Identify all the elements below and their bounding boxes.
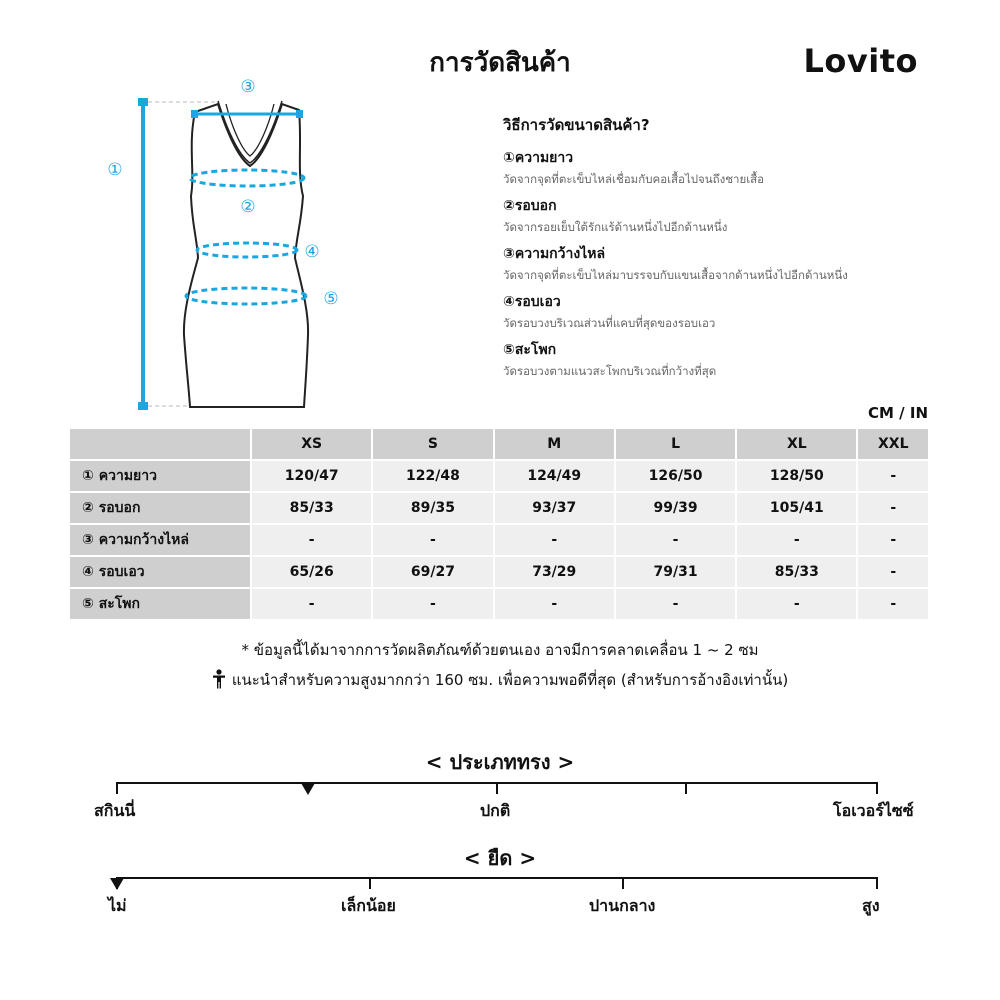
- row-label: ③ ความกว้างไหล่: [70, 525, 250, 555]
- table-cell: -: [858, 461, 928, 491]
- size-header: M: [495, 429, 614, 459]
- measure-item: [503, 291, 963, 333]
- table-cell: 99/39: [616, 493, 735, 523]
- label-length: ①: [107, 160, 123, 180]
- page-title: การวัดสินค้า: [429, 48, 571, 78]
- size-header: XXL: [858, 429, 928, 459]
- table-cell: 85/33: [737, 557, 856, 587]
- measure-item-name: ③ความกว้างไหล่: [503, 246, 606, 262]
- row-label: ① ความยาว: [70, 461, 250, 491]
- stretch-scale-marker: [110, 878, 124, 890]
- person-icon: [212, 669, 226, 693]
- measure-item-desc: วัดจากจุดที่ตะเข็บไหล่มาบรรจบกับแขนเสื้อจากด้านหนึ่งไปอีกด้านหนึ่ง: [503, 268, 848, 282]
- fit-scale-title: < ประเภททรง >: [425, 750, 575, 774]
- stretch-label-medium: ปานกลาง: [589, 896, 656, 915]
- fit-scale-tick: [876, 782, 878, 794]
- size-header: S: [373, 429, 492, 459]
- fit-scale-marker: [301, 783, 315, 795]
- stretch-label-none: ไม่: [108, 896, 127, 915]
- table-cell: 126/50: [616, 461, 735, 491]
- fit-scale-tick: [116, 782, 118, 794]
- measure-item-name: ⑤สะโพก: [503, 342, 557, 358]
- table-corner: [70, 429, 250, 459]
- measure-item-desc: วัดจากรอยเย็บใต้รักแร้ด้านหนึ่งไปอีกด้านหนึ่ง: [503, 220, 728, 234]
- table-cell: 89/35: [373, 493, 492, 523]
- table-header-row: [70, 429, 928, 459]
- fit-scale-tick: [685, 782, 687, 794]
- size-header: XS: [252, 429, 371, 459]
- measure-item: [503, 243, 963, 285]
- stretch-scale-tick: [622, 877, 624, 889]
- table-row: [70, 589, 928, 619]
- height-note-row: [0, 668, 1000, 693]
- row-label: ④ รอบเอว: [70, 557, 250, 587]
- table-cell: -: [858, 557, 928, 587]
- table-cell: 105/41: [737, 493, 856, 523]
- dress-diagram: [95, 70, 355, 415]
- table-cell: -: [495, 525, 614, 555]
- stretch-scale-line: [116, 877, 878, 879]
- measure-item-name: ①ความยาว: [503, 150, 574, 166]
- measure-item: [503, 147, 963, 189]
- measure-item-name: ②รอบอก: [503, 198, 557, 214]
- table-cell: -: [737, 525, 856, 555]
- brand-logo: Lovito: [803, 42, 918, 80]
- stretch-scale-title: < ยืด >: [463, 846, 537, 870]
- size-header: XL: [737, 429, 856, 459]
- size-header: L: [616, 429, 735, 459]
- measure-item-desc: วัดรอบวงบริเวณส่วนที่แคบที่สุดของรอบเอว: [503, 316, 716, 330]
- table-cell: -: [858, 589, 928, 619]
- size-table: [68, 427, 930, 621]
- table-row: [70, 493, 928, 523]
- table-row: [70, 525, 928, 555]
- stretch-label-high: สูง: [862, 896, 880, 915]
- accuracy-note: * ข้อมูลนี้ได้มาจากการวัดผลิตภัณฑ์ด้วยตนเอง อาจมีการคลาดเคลื่อน 1 ~ 2 ซม: [241, 641, 759, 659]
- table-cell: -: [495, 589, 614, 619]
- row-label: ⑤ สะโพก: [70, 589, 250, 619]
- stretch-scale-tick: [369, 877, 371, 889]
- table-cell: 128/50: [737, 461, 856, 491]
- table-cell: 93/37: [495, 493, 614, 523]
- fit-label-oversize: โอเวอร์ไซซ์: [833, 801, 914, 820]
- label-waist: ④: [304, 242, 320, 262]
- table-cell: 122/48: [373, 461, 492, 491]
- table-cell: -: [858, 493, 928, 523]
- table-row: [70, 461, 928, 491]
- measure-item: [503, 339, 963, 381]
- measurement-guide: [503, 113, 963, 387]
- table-cell: -: [373, 525, 492, 555]
- fit-label-skinny: สกินนี่: [94, 801, 136, 820]
- row-label: ② รอบอก: [70, 493, 250, 523]
- table-cell: 124/49: [495, 461, 614, 491]
- label-shoulder: ③: [240, 77, 256, 97]
- label-bust: ②: [240, 197, 256, 217]
- table-cell: 79/31: [616, 557, 735, 587]
- table-cell: -: [252, 589, 371, 619]
- measure-item-name: ④รอบเอว: [503, 294, 561, 310]
- label-hip: ⑤: [323, 289, 339, 309]
- height-note: แนะนำสำหรับความสูงมากกว่า 160 ซม. เพื่อความพอดีที่สุด (สำหรับการอ้างอิงเท่านั้น): [231, 671, 789, 689]
- unit-label: CM / IN: [868, 404, 928, 422]
- stretch-label-slight: เล็กน้อย: [341, 896, 396, 915]
- table-cell: -: [373, 589, 492, 619]
- table-cell: 120/47: [252, 461, 371, 491]
- measure-item-desc: วัดจากจุดที่ตะเข็บไหล่เชื่อมกับคอเสื้อไปจนถึงชายเสื้อ: [503, 172, 765, 186]
- table-row: [70, 557, 928, 587]
- measure-item: [503, 195, 963, 237]
- table-cell: 73/29: [495, 557, 614, 587]
- measure-heading: วิธีการวัดขนาดสินค้า?: [503, 116, 650, 134]
- table-cell: -: [858, 525, 928, 555]
- table-cell: 85/33: [252, 493, 371, 523]
- fit-label-normal: ปกติ: [480, 801, 511, 820]
- table-cell: -: [252, 525, 371, 555]
- table-cell: -: [616, 525, 735, 555]
- table-cell: -: [616, 589, 735, 619]
- table-cell: 69/27: [373, 557, 492, 587]
- stretch-scale-tick: [876, 877, 878, 889]
- table-cell: -: [737, 589, 856, 619]
- fit-scale-tick: [496, 782, 498, 794]
- measure-item-desc: วัดรอบวงตามแนวสะโพกบริเวณที่กว้างที่สุด: [503, 364, 717, 378]
- table-cell: 65/26: [252, 557, 371, 587]
